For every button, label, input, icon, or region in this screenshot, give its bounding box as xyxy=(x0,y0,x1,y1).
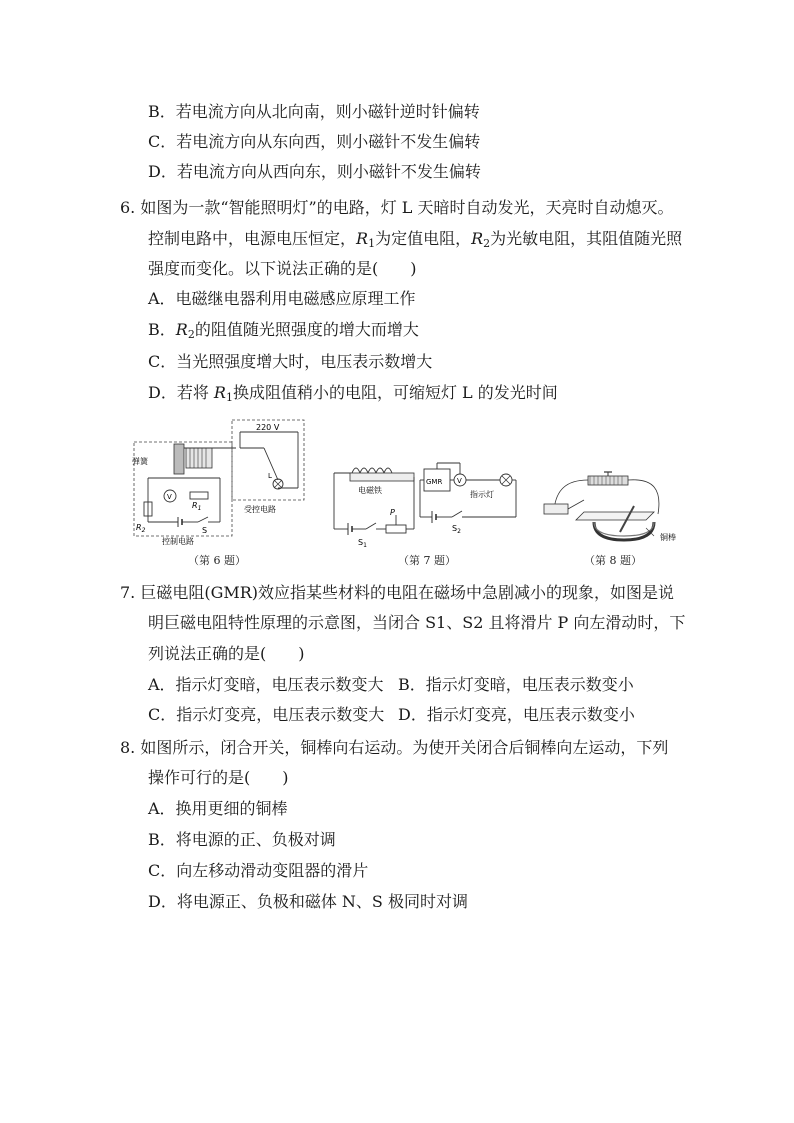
option-letter: B． xyxy=(148,320,176,339)
option-text: 的阻值随光照强度的增大而增大 xyxy=(194,320,419,339)
r1-symbol: R xyxy=(213,383,226,402)
voltmeter-label: V xyxy=(457,477,462,485)
q6-stem-text: 为光敏电阻，其阻值随光照 xyxy=(490,229,683,248)
q6-stem-line3: 强度而变化。以下说法正确的是( ) xyxy=(148,259,417,278)
q7-stem-line2: 明巨磁电阻特性原理的示意图，当闭合 S1、S2 且将滑片 P 向左滑动时，下 xyxy=(148,613,686,632)
r2-symbol: R xyxy=(175,320,188,339)
q6-stem-line1: 6. 如图为一款“智能照明灯”的电路，灯 L 天暗时自动发光，天亮时自动熄灭。 xyxy=(120,198,674,217)
q8-option-b: B．将电源的正、负极对调 xyxy=(148,830,336,849)
q8-option-a: A．换用更细的铜棒 xyxy=(148,799,288,818)
r1-subscript: 1 xyxy=(368,237,376,250)
figure-7-gmr-circuit xyxy=(328,455,520,547)
q8-stem-line2: 操作可行的是( ) xyxy=(148,768,289,787)
s1-label: $S_1$ xyxy=(358,538,367,547)
q8-option-d: D．将电源正、负极和磁体 N、S 极同时对调 xyxy=(148,892,468,911)
r1-resistor xyxy=(190,492,208,499)
rails xyxy=(576,512,654,520)
relay-armature xyxy=(174,444,184,474)
gmr-label: GMR xyxy=(426,478,443,486)
voltage-label: 220 V xyxy=(256,423,280,432)
q7-stem-line1: 7. 巨磁电阻(GMR)效应指某些材料的电阻在磁场中急剧减小的现象，如图是说 xyxy=(120,583,675,602)
q7-option-a: A．指示灯变暗，电压表示数变大 xyxy=(148,675,384,694)
q6-option-a: A．电磁继电器利用电磁感应原理工作 xyxy=(148,289,416,308)
r2-symbol: R xyxy=(471,229,484,248)
control-circuit-label: 控制电路 xyxy=(162,537,194,546)
r2-subscript: 2 xyxy=(483,237,491,250)
r1-subscript: 1 xyxy=(225,391,233,404)
r1-label: $R_1$ xyxy=(192,501,202,512)
figure-8-copper-rod-apparatus xyxy=(536,470,684,548)
q6-stem-line2 xyxy=(148,229,682,254)
slider-p-label: P xyxy=(390,508,395,517)
q7-option-b: B．指示灯变暗，电压表示数变小 xyxy=(398,675,634,694)
switch-label: S xyxy=(202,526,208,535)
figure-7-caption: （第 7 题） xyxy=(398,554,456,567)
q6-option-c: C．当光照强度增大时，电压表示数增大 xyxy=(148,352,433,371)
q5-option-c: C．若电流方向从东向西，则小磁针不发生偏转 xyxy=(148,132,481,151)
s2-label: $S_2$ xyxy=(452,524,461,535)
electromagnet-label: 电磁铁 xyxy=(358,486,382,495)
electromagnet-coil xyxy=(352,468,392,473)
spring-label: 弹簧 xyxy=(132,457,148,466)
copper-rod-label: 铜棒 xyxy=(660,533,676,542)
electromagnet-core xyxy=(350,473,414,481)
rheostat xyxy=(386,525,406,533)
q6-option-d xyxy=(148,383,558,408)
lamp-label: L xyxy=(268,472,272,480)
q7-option-c: C．指示灯变亮，电压表示数变大 xyxy=(148,705,385,724)
r2-label: $R_2$ xyxy=(136,523,146,534)
figure-6-relay-circuit xyxy=(128,418,308,548)
option-letter: D．若将 xyxy=(148,383,214,402)
option-text: 换成阻值稍小的电阻，可缩短灯 L 的发光时间 xyxy=(232,383,558,402)
q7-option-d: D．指示灯变亮，电压表示数变小 xyxy=(398,705,635,724)
battery-icon xyxy=(544,504,568,514)
controlled-circuit-label: 受控电路 xyxy=(244,505,276,514)
indicator-label: 指示灯 xyxy=(470,490,494,499)
q5-option-d: D．若电流方向从西向东，则小磁针不发生偏转 xyxy=(148,162,481,181)
q6-stem-text: 为定值电阻， xyxy=(375,229,472,248)
voltmeter-label: V xyxy=(167,493,172,501)
q6-stem-text: 控制电路中，电源电压恒定， xyxy=(148,229,357,248)
q8-option-c: C．向左移动滑动变阻器的滑片 xyxy=(148,861,369,880)
q7-stem-line3: 列说法正确的是( ) xyxy=(148,644,305,663)
q6-option-b xyxy=(148,320,419,345)
r2-subscript: 2 xyxy=(187,328,195,341)
q5-option-b: B．若电流方向从北向南，则小磁针逆时针偏转 xyxy=(148,102,480,121)
figure-6-caption: （第 6 题） xyxy=(188,554,246,567)
r1-symbol: R xyxy=(356,229,369,248)
q8-stem-line1: 8. 如图所示，闭合开关，铜棒向右运动。为使开关闭合后铜棒向左运动，下列 xyxy=(120,738,669,757)
figure-8-caption: （第 8 题） xyxy=(584,554,642,567)
